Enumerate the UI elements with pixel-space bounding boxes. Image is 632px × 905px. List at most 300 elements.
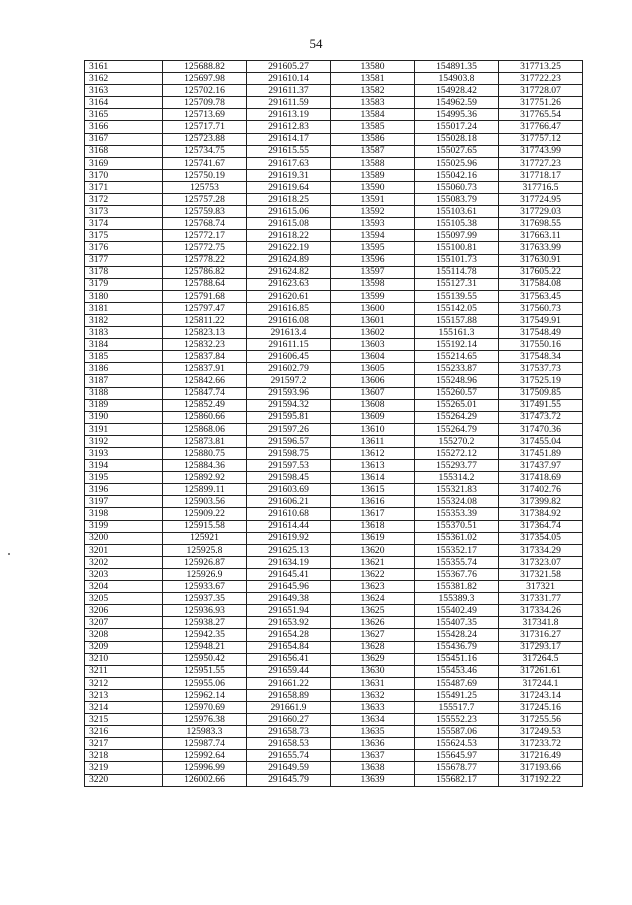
x-coordinate-left: 125768.74	[163, 218, 247, 230]
y-coordinate-left: 291653.92	[247, 617, 331, 629]
table-row	[85, 157, 583, 169]
y-coordinate-right: 317584.08	[499, 278, 583, 290]
point-number-left: 3178	[85, 266, 163, 278]
x-coordinate-left: 125786.82	[163, 266, 247, 278]
y-coordinate-left: 291649.38	[247, 593, 331, 605]
y-coordinate-right: 317323.07	[499, 556, 583, 568]
y-coordinate-right: 317334.26	[499, 605, 583, 617]
x-coordinate-left: 125899.11	[163, 484, 247, 496]
point-number-left: 3200	[85, 532, 163, 544]
x-coordinate-right: 155142.05	[415, 302, 499, 314]
point-number-right: 13607	[331, 387, 415, 399]
x-coordinate-left: 125791.68	[163, 290, 247, 302]
point-number-left: 3207	[85, 617, 163, 629]
y-coordinate-left: 291619.92	[247, 532, 331, 544]
x-coordinate-right: 155428.24	[415, 629, 499, 641]
y-coordinate-left: 291658.73	[247, 726, 331, 738]
point-number-right: 13589	[331, 169, 415, 181]
x-coordinate-right: 155157.88	[415, 314, 499, 326]
y-coordinate-left: 291613.4	[247, 327, 331, 339]
y-coordinate-right: 317243.14	[499, 689, 583, 701]
point-number-left: 3172	[85, 194, 163, 206]
y-coordinate-left: 291623.63	[247, 278, 331, 290]
x-coordinate-right: 154891.35	[415, 61, 499, 73]
point-number-right: 13625	[331, 605, 415, 617]
table-row	[85, 762, 583, 774]
table-row	[85, 508, 583, 520]
point-number-left: 3211	[85, 665, 163, 677]
point-number-right: 13610	[331, 423, 415, 435]
x-coordinate-right: 155370.51	[415, 520, 499, 532]
point-number-right: 13624	[331, 593, 415, 605]
y-coordinate-right: 317249.53	[499, 726, 583, 738]
y-coordinate-left: 291651.94	[247, 605, 331, 617]
y-coordinate-left: 291593.96	[247, 387, 331, 399]
x-coordinate-right: 155451.16	[415, 653, 499, 665]
x-coordinate-right: 155552.23	[415, 714, 499, 726]
x-coordinate-right: 154928.42	[415, 85, 499, 97]
x-coordinate-right: 155265.01	[415, 399, 499, 411]
point-number-left: 3198	[85, 508, 163, 520]
y-coordinate-left: 291618.25	[247, 194, 331, 206]
table-row	[85, 665, 583, 677]
x-coordinate-left: 125860.66	[163, 411, 247, 423]
y-coordinate-right: 317316.27	[499, 629, 583, 641]
table-row	[85, 605, 583, 617]
x-coordinate-right: 155624.53	[415, 738, 499, 750]
x-coordinate-right: 155361.02	[415, 532, 499, 544]
y-coordinate-right: 317437.97	[499, 460, 583, 472]
x-coordinate-right: 155353.39	[415, 508, 499, 520]
x-coordinate-left: 125723.88	[163, 133, 247, 145]
point-number-left: 3192	[85, 435, 163, 447]
point-number-right: 13593	[331, 218, 415, 230]
x-coordinate-right: 155314.2	[415, 472, 499, 484]
point-number-right: 13587	[331, 145, 415, 157]
y-coordinate-left: 291595.81	[247, 411, 331, 423]
table-row	[85, 532, 583, 544]
y-coordinate-right: 317331.77	[499, 593, 583, 605]
point-number-right: 13629	[331, 653, 415, 665]
y-coordinate-left: 291603.69	[247, 484, 331, 496]
x-coordinate-left: 125926.87	[163, 556, 247, 568]
point-number-right: 13597	[331, 266, 415, 278]
point-number-right: 13596	[331, 254, 415, 266]
x-coordinate-right: 155407.35	[415, 617, 499, 629]
point-number-left: 3204	[85, 581, 163, 593]
y-coordinate-left: 291616.85	[247, 302, 331, 314]
point-number-left: 3213	[85, 689, 163, 701]
y-coordinate-left: 291619.64	[247, 181, 331, 193]
x-coordinate-right: 155491.25	[415, 689, 499, 701]
point-number-left: 3170	[85, 169, 163, 181]
table-row	[85, 520, 583, 532]
point-number-left: 3169	[85, 157, 163, 169]
table-row	[85, 399, 583, 411]
x-coordinate-right: 155192.14	[415, 339, 499, 351]
x-coordinate-left: 125832.23	[163, 339, 247, 351]
table-row	[85, 266, 583, 278]
y-coordinate-left: 291660.27	[247, 714, 331, 726]
x-coordinate-left: 125987.74	[163, 738, 247, 750]
x-coordinate-right: 155270.2	[415, 435, 499, 447]
point-number-left: 3180	[85, 290, 163, 302]
x-coordinate-left: 125823.13	[163, 327, 247, 339]
point-number-left: 3161	[85, 61, 163, 73]
point-number-right: 13606	[331, 375, 415, 387]
x-coordinate-left: 125962.14	[163, 689, 247, 701]
x-coordinate-left: 125948.21	[163, 641, 247, 653]
y-coordinate-left: 291611.37	[247, 85, 331, 97]
point-number-left: 3216	[85, 726, 163, 738]
x-coordinate-right: 155587.06	[415, 726, 499, 738]
table-row	[85, 145, 583, 157]
table-row	[85, 109, 583, 121]
x-coordinate-left: 125772.17	[163, 230, 247, 242]
x-coordinate-right: 155114.78	[415, 266, 499, 278]
y-coordinate-right: 317716.5	[499, 181, 583, 193]
point-number-left: 3171	[85, 181, 163, 193]
point-number-right: 13611	[331, 435, 415, 447]
point-number-right: 13601	[331, 314, 415, 326]
x-coordinate-right: 155100.81	[415, 242, 499, 254]
table-row	[85, 194, 583, 206]
x-coordinate-right: 155103.61	[415, 206, 499, 218]
x-coordinate-right: 155293.77	[415, 460, 499, 472]
y-coordinate-left: 291605.27	[247, 61, 331, 73]
x-coordinate-left: 125921	[163, 532, 247, 544]
x-coordinate-right: 155042.16	[415, 169, 499, 181]
y-coordinate-left: 291655.74	[247, 750, 331, 762]
y-coordinate-left: 291618.22	[247, 230, 331, 242]
table-row	[85, 411, 583, 423]
point-number-left: 3205	[85, 593, 163, 605]
x-coordinate-right: 155028.18	[415, 133, 499, 145]
table-row	[85, 242, 583, 254]
y-coordinate-left: 291659.44	[247, 665, 331, 677]
y-coordinate-right: 317364.74	[499, 520, 583, 532]
y-coordinate-right: 317192.22	[499, 774, 583, 786]
table-row	[85, 181, 583, 193]
x-coordinate-left: 125976.38	[163, 714, 247, 726]
y-coordinate-right: 317727.23	[499, 157, 583, 169]
table-row	[85, 302, 583, 314]
y-coordinate-right: 317491.55	[499, 399, 583, 411]
y-coordinate-right: 317537.73	[499, 363, 583, 375]
x-coordinate-left: 125925.8	[163, 544, 247, 556]
x-coordinate-left: 125688.82	[163, 61, 247, 73]
x-coordinate-right: 155105.38	[415, 218, 499, 230]
point-number-left: 3184	[85, 339, 163, 351]
x-coordinate-left: 125938.27	[163, 617, 247, 629]
x-coordinate-right: 155060.73	[415, 181, 499, 193]
x-coordinate-right: 155682.17	[415, 774, 499, 786]
y-coordinate-left: 291625.13	[247, 544, 331, 556]
point-number-left: 3214	[85, 701, 163, 713]
point-number-right: 13581	[331, 73, 415, 85]
x-coordinate-left: 125778.22	[163, 254, 247, 266]
y-coordinate-left: 291598.75	[247, 448, 331, 460]
y-coordinate-left: 291611.59	[247, 97, 331, 109]
x-coordinate-right: 155127.31	[415, 278, 499, 290]
x-coordinate-right: 154962.59	[415, 97, 499, 109]
table-row	[85, 484, 583, 496]
table-row	[85, 581, 583, 593]
point-number-right: 13638	[331, 762, 415, 774]
y-coordinate-left: 291661.22	[247, 677, 331, 689]
y-coordinate-left: 291617.63	[247, 157, 331, 169]
y-coordinate-left: 291622.19	[247, 242, 331, 254]
y-coordinate-right: 317216.49	[499, 750, 583, 762]
table-row	[85, 121, 583, 133]
point-number-right: 13639	[331, 774, 415, 786]
y-coordinate-left: 291594.32	[247, 399, 331, 411]
x-coordinate-left: 125996.99	[163, 762, 247, 774]
point-number-left: 3208	[85, 629, 163, 641]
table-row	[85, 314, 583, 326]
table-row	[85, 738, 583, 750]
y-coordinate-right: 317255.56	[499, 714, 583, 726]
point-number-left: 3187	[85, 375, 163, 387]
point-number-right: 13630	[331, 665, 415, 677]
point-number-right: 13617	[331, 508, 415, 520]
point-number-right: 13636	[331, 738, 415, 750]
x-coordinate-right: 155453.46	[415, 665, 499, 677]
x-coordinate-left: 125772.75	[163, 242, 247, 254]
y-coordinate-left: 291597.2	[247, 375, 331, 387]
x-coordinate-left: 125936.93	[163, 605, 247, 617]
point-number-left: 3210	[85, 653, 163, 665]
y-coordinate-right: 317751.26	[499, 97, 583, 109]
x-coordinate-left: 125757.28	[163, 194, 247, 206]
x-coordinate-left: 125880.75	[163, 448, 247, 460]
point-number-right: 13619	[331, 532, 415, 544]
x-coordinate-right: 155248.96	[415, 375, 499, 387]
x-coordinate-left: 125837.91	[163, 363, 247, 375]
x-coordinate-left: 125873.81	[163, 435, 247, 447]
table-row	[85, 460, 583, 472]
y-coordinate-right: 317261.61	[499, 665, 583, 677]
table-row	[85, 169, 583, 181]
y-coordinate-right: 317765.54	[499, 109, 583, 121]
y-coordinate-right: 317509.85	[499, 387, 583, 399]
x-coordinate-left: 125709.78	[163, 97, 247, 109]
table-row	[85, 617, 583, 629]
y-coordinate-right: 317399.82	[499, 496, 583, 508]
y-coordinate-left: 291615.08	[247, 218, 331, 230]
point-number-right: 13628	[331, 641, 415, 653]
point-number-left: 3195	[85, 472, 163, 484]
table-row	[85, 641, 583, 653]
table-row	[85, 714, 583, 726]
point-number-right: 13623	[331, 581, 415, 593]
point-number-right: 13620	[331, 544, 415, 556]
table-row	[85, 629, 583, 641]
y-coordinate-right: 317321	[499, 581, 583, 593]
x-coordinate-right: 155260.57	[415, 387, 499, 399]
point-number-left: 3209	[85, 641, 163, 653]
y-coordinate-right: 317724.95	[499, 194, 583, 206]
y-coordinate-right: 317605.22	[499, 266, 583, 278]
y-coordinate-left: 291606.21	[247, 496, 331, 508]
point-number-left: 3218	[85, 750, 163, 762]
point-number-right: 13608	[331, 399, 415, 411]
point-number-left: 3168	[85, 145, 163, 157]
point-number-right: 13595	[331, 242, 415, 254]
x-coordinate-right: 155402.49	[415, 605, 499, 617]
y-coordinate-right: 317354.05	[499, 532, 583, 544]
x-coordinate-right: 155367.76	[415, 568, 499, 580]
x-coordinate-right: 155214.65	[415, 351, 499, 363]
y-coordinate-right: 317264.5	[499, 653, 583, 665]
point-number-left: 3202	[85, 556, 163, 568]
y-coordinate-left: 291619.31	[247, 169, 331, 181]
x-coordinate-right: 155264.79	[415, 423, 499, 435]
point-number-left: 3219	[85, 762, 163, 774]
table-row	[85, 435, 583, 447]
x-coordinate-right: 155352.17	[415, 544, 499, 556]
point-number-right: 13631	[331, 677, 415, 689]
point-number-left: 3212	[85, 677, 163, 689]
y-coordinate-left: 291645.41	[247, 568, 331, 580]
x-coordinate-right: 155517.7	[415, 701, 499, 713]
x-coordinate-right: 155324.08	[415, 496, 499, 508]
x-coordinate-right: 155487.69	[415, 677, 499, 689]
x-coordinate-right: 155264.29	[415, 411, 499, 423]
x-coordinate-right: 155389.3	[415, 593, 499, 605]
y-coordinate-right: 317548.49	[499, 327, 583, 339]
point-number-right: 13637	[331, 750, 415, 762]
y-coordinate-left: 291649.59	[247, 762, 331, 774]
x-coordinate-right: 155027.65	[415, 145, 499, 157]
y-coordinate-left: 291612.83	[247, 121, 331, 133]
y-coordinate-left: 291602.79	[247, 363, 331, 375]
y-coordinate-right: 317663.11	[499, 230, 583, 242]
y-coordinate-right: 317729.03	[499, 206, 583, 218]
table-row	[85, 363, 583, 375]
x-coordinate-left: 125992.64	[163, 750, 247, 762]
y-coordinate-right: 317743.99	[499, 145, 583, 157]
point-number-right: 13583	[331, 97, 415, 109]
y-coordinate-left: 291661.9	[247, 701, 331, 713]
point-number-left: 3220	[85, 774, 163, 786]
coordinates-table	[84, 60, 583, 787]
x-coordinate-left: 125903.56	[163, 496, 247, 508]
y-coordinate-right: 317193.66	[499, 762, 583, 774]
coordinates-table-body	[85, 61, 583, 787]
point-number-left: 3177	[85, 254, 163, 266]
table-row	[85, 290, 583, 302]
table-row	[85, 97, 583, 109]
point-number-left: 3167	[85, 133, 163, 145]
y-coordinate-left: 291613.19	[247, 109, 331, 121]
point-number-right: 13634	[331, 714, 415, 726]
y-coordinate-right: 317718.17	[499, 169, 583, 181]
x-coordinate-right: 155083.79	[415, 194, 499, 206]
point-number-left: 3163	[85, 85, 163, 97]
y-coordinate-right: 317560.73	[499, 302, 583, 314]
y-coordinate-right: 317402.76	[499, 484, 583, 496]
y-coordinate-left: 291645.96	[247, 581, 331, 593]
table-row	[85, 73, 583, 85]
y-coordinate-right: 317455.04	[499, 435, 583, 447]
x-coordinate-right: 155139.55	[415, 290, 499, 302]
point-number-left: 3189	[85, 399, 163, 411]
point-number-right: 13615	[331, 484, 415, 496]
table-row	[85, 653, 583, 665]
y-coordinate-right: 317470.36	[499, 423, 583, 435]
point-number-left: 3175	[85, 230, 163, 242]
point-number-right: 13618	[331, 520, 415, 532]
point-number-left: 3203	[85, 568, 163, 580]
table-row	[85, 339, 583, 351]
point-number-right: 13582	[331, 85, 415, 97]
y-coordinate-left: 291654.28	[247, 629, 331, 641]
x-coordinate-left: 125852.49	[163, 399, 247, 411]
y-coordinate-left: 291615.55	[247, 145, 331, 157]
point-number-left: 3194	[85, 460, 163, 472]
y-coordinate-left: 291611.15	[247, 339, 331, 351]
point-number-left: 3217	[85, 738, 163, 750]
point-number-right: 13591	[331, 194, 415, 206]
table-row	[85, 278, 583, 290]
point-number-right: 13616	[331, 496, 415, 508]
y-coordinate-right: 317757.12	[499, 133, 583, 145]
y-coordinate-left: 291597.53	[247, 460, 331, 472]
y-coordinate-right: 317334.29	[499, 544, 583, 556]
y-coordinate-right: 317550.16	[499, 339, 583, 351]
x-coordinate-left: 125884.36	[163, 460, 247, 472]
x-coordinate-left: 125759.83	[163, 206, 247, 218]
point-number-left: 3179	[85, 278, 163, 290]
table-row	[85, 677, 583, 689]
y-coordinate-left: 291615.06	[247, 206, 331, 218]
point-number-right: 13584	[331, 109, 415, 121]
x-coordinate-left: 125915.58	[163, 520, 247, 532]
y-coordinate-left: 291620.61	[247, 290, 331, 302]
point-number-left: 3166	[85, 121, 163, 133]
x-coordinate-left: 125955.06	[163, 677, 247, 689]
x-coordinate-left: 125970.69	[163, 701, 247, 713]
page-number: 54	[309, 36, 323, 51]
x-coordinate-right: 154903.8	[415, 73, 499, 85]
point-number-left: 3183	[85, 327, 163, 339]
point-number-right: 13585	[331, 121, 415, 133]
point-number-right: 13598	[331, 278, 415, 290]
y-coordinate-right: 317728.07	[499, 85, 583, 97]
table-row	[85, 496, 583, 508]
x-coordinate-left: 125837.84	[163, 351, 247, 363]
table-row	[85, 133, 583, 145]
table-row	[85, 593, 583, 605]
point-number-left: 3197	[85, 496, 163, 508]
point-number-right: 13580	[331, 61, 415, 73]
x-coordinate-left: 125717.71	[163, 121, 247, 133]
y-coordinate-right: 317244.1	[499, 677, 583, 689]
y-coordinate-right: 317245.16	[499, 701, 583, 713]
y-coordinate-left: 291654.84	[247, 641, 331, 653]
point-number-right: 13613	[331, 460, 415, 472]
table-row	[85, 230, 583, 242]
point-number-left: 3193	[85, 448, 163, 460]
x-coordinate-left: 125950.42	[163, 653, 247, 665]
point-number-right: 13627	[331, 629, 415, 641]
point-number-right: 13614	[331, 472, 415, 484]
table-row	[85, 448, 583, 460]
table-row	[85, 206, 583, 218]
x-coordinate-left: 125713.69	[163, 109, 247, 121]
point-number-left: 3186	[85, 363, 163, 375]
